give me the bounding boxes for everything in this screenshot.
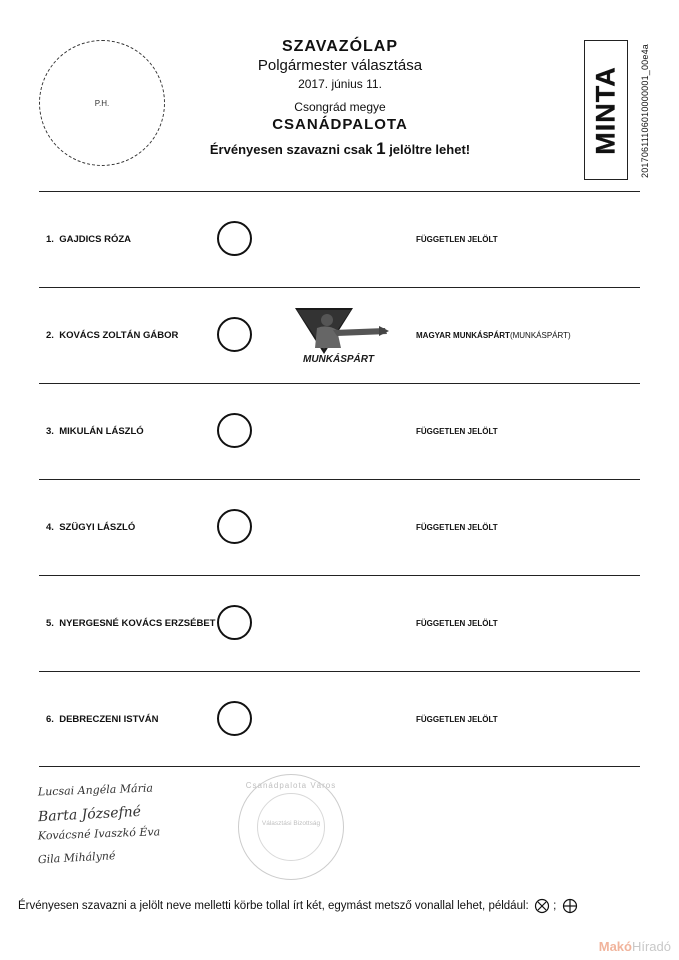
validity-note-post: jelöltre lehet! <box>385 142 471 157</box>
candidate-row <box>39 671 640 767</box>
party-abbr: (MUNKÁSPÁRT) <box>509 330 571 340</box>
ballot-serial: 20170611106010000001_00e4a <box>640 43 650 178</box>
candidate-label: MIKULÁN LÁSZLÓ <box>59 425 144 437</box>
election-date: 2017. június 11. <box>298 77 382 91</box>
party-affiliation <box>416 479 498 575</box>
candidate-number: 2. <box>46 329 54 341</box>
logo-text: MUNKÁSPÁRT <box>303 354 374 364</box>
validity-note-pre: Érvényesen szavazni csak <box>209 142 377 157</box>
party-name: FÜGGETLEN JELÖLT <box>416 522 498 532</box>
circle-plus-icon <box>562 898 578 914</box>
candidate-name <box>46 287 178 383</box>
candidate-number: 4. <box>46 521 54 533</box>
party-name: FÜGGETLEN JELÖLT <box>416 618 498 628</box>
candidate-name <box>46 383 144 479</box>
candidate-row <box>39 479 640 575</box>
candidate-label: SZÜGYI LÁSZLÓ <box>59 521 136 533</box>
candidate-label: GAJDICS RÓZA <box>59 233 132 245</box>
candidate-label: KOVÁCS ZOLTÁN GÁBOR <box>59 329 179 341</box>
town-name: CSANÁDPALOTA <box>272 116 408 133</box>
instruction-text: Érvényesen szavazni a jelölt neve melletti körbe tollal írt két, egymást metsző vonallal lehet, például: <box>18 900 529 913</box>
candidate-row <box>39 287 640 383</box>
candidate-name <box>46 575 215 671</box>
ph-label: P.H. <box>94 99 110 108</box>
vote-circle[interactable] <box>217 413 252 448</box>
committee-signatures <box>38 782 238 870</box>
official-stamp <box>238 774 344 880</box>
validity-note <box>190 139 490 159</box>
munkaspart-logo-icon <box>293 304 423 364</box>
signature: Gila Mihályné <box>37 849 116 867</box>
candidate-name <box>46 671 158 767</box>
signature: Lucsai Angéla Mária <box>37 781 154 799</box>
candidate-name <box>46 479 135 575</box>
example-separator: ; <box>553 900 557 913</box>
candidate-label: DEBRECZENI ISTVÁN <box>59 713 159 725</box>
election-type: Polgármester választása <box>257 57 423 74</box>
candidate-row <box>39 575 640 671</box>
party-affiliation <box>416 383 498 479</box>
county-name: Csongrád megye <box>294 100 386 114</box>
voting-instruction <box>18 898 578 914</box>
party-name: FÜGGETLEN JELÖLT <box>416 426 498 436</box>
candidate-row <box>39 383 640 479</box>
party-name: FÜGGETLEN JELÖLT <box>416 234 498 244</box>
sample-label: MINTA <box>590 65 621 155</box>
validity-note-number: 1 <box>376 139 386 158</box>
candidate-number: 1. <box>46 233 54 245</box>
vote-circle[interactable] <box>217 317 252 352</box>
signature: Barta Józsefné <box>37 803 142 826</box>
signature: Kovácsné Ivaszkó Éva <box>37 825 161 843</box>
circle-x-icon <box>534 898 550 914</box>
stamp-ring-text: Csanádpalota Város <box>245 781 337 790</box>
vote-circle[interactable] <box>217 605 252 640</box>
party-name: MAGYAR MUNKÁSPÁRT <box>416 330 510 340</box>
stamp-center-text: Választási Bizottság <box>261 820 321 827</box>
watermark-part2: Híradó <box>631 939 671 954</box>
vote-circle[interactable] <box>217 221 252 256</box>
party-affiliation <box>416 575 498 671</box>
ballot-title: SZAVAZÓLAP <box>281 38 399 55</box>
sample-box <box>584 40 628 180</box>
party-name: FÜGGETLEN JELÖLT <box>416 714 498 724</box>
watermark <box>599 939 671 954</box>
vote-circle[interactable] <box>217 701 252 736</box>
candidate-number: 3. <box>46 425 54 437</box>
candidate-row <box>39 191 640 287</box>
ph-stamp-area <box>39 40 165 166</box>
party-affiliation <box>416 671 498 767</box>
ballot-header <box>190 38 490 159</box>
candidate-number: 5. <box>46 617 54 629</box>
candidate-label: NYERGESNÉ KOVÁCS ERZSÉBET <box>59 617 216 629</box>
party-affiliation <box>416 191 498 287</box>
candidate-name <box>46 191 131 287</box>
party-affiliation <box>416 287 571 383</box>
candidate-number: 6. <box>46 713 54 725</box>
vote-circle[interactable] <box>217 509 252 544</box>
watermark-part1: Makó <box>598 939 632 954</box>
